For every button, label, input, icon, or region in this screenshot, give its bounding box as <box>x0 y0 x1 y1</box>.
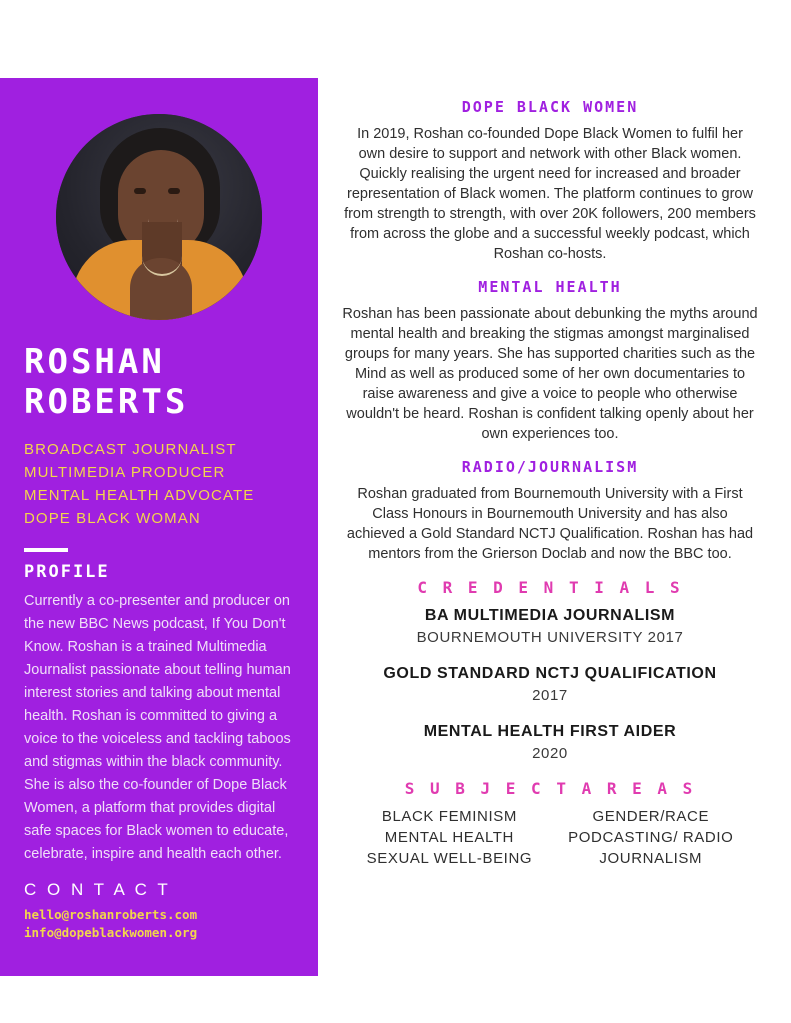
subject-item: BLACK FEMINISM <box>381 808 517 825</box>
section-body: In 2019, Roshan co-founded Dope Black Women to fulfil her own desire to support and network with other Black women. Quickly realising the urgent need for increased and broader representation of Black women. The platform continues to grow from strength to strength, with over 20K followers, 200 members from across the globe and a successful weekly podcast, which Roshan co-hosts. <box>344 126 756 262</box>
role-item: BROADCAST JOURNALIST <box>24 441 237 458</box>
person-name <box>24 342 294 422</box>
subject-column-right <box>568 806 733 869</box>
contact-email-primary[interactable]: hello@roshanroberts.com <box>24 907 198 922</box>
credential-item <box>342 663 758 707</box>
credential-title: MENTAL HEALTH FIRST AIDER <box>423 723 677 740</box>
section-heading: MENTAL HEALTH <box>478 278 622 296</box>
main-content <box>330 78 770 976</box>
section-radio-journalism <box>342 458 758 564</box>
section-heading: DOPE BLACK WOMEN <box>461 98 639 116</box>
avatar-eye-left <box>134 188 146 194</box>
credential-detail: 2017 <box>532 687 568 704</box>
credential-title: BA MULTIMEDIA JOURNALISM <box>424 607 676 624</box>
profile-heading: PROFILE <box>24 562 110 582</box>
subject-item: SEXUAL WELL-BEING <box>366 850 533 867</box>
role-item: MENTAL HEALTH ADVOCATE <box>24 487 255 504</box>
subject-item: MENTAL HEALTH <box>384 829 514 846</box>
person-name-last: ROBERTS <box>24 382 189 422</box>
credential-title: GOLD STANDARD NCTJ QUALIFICATION <box>383 665 717 682</box>
left-sidebar-panel <box>0 78 318 976</box>
role-list <box>24 438 294 530</box>
subject-item: PODCASTING/ RADIO <box>568 829 734 846</box>
credential-item <box>342 605 758 649</box>
section-body: Roshan has been passionate about debunking the myths around mental health and breaking the stigmas amongst marginalised groups for many years. She has supported charities such as the Mind as well as produced some of her own documentaries to raise awareness and give a voice to people who otherwise wouldn't be heard. Roshan is confident talking openly about her own experiences too. <box>342 306 758 442</box>
subject-areas-heading: S U B J E C T A R E A S <box>404 779 696 798</box>
contact-heading: C O N T A C T <box>24 880 171 899</box>
subject-item: JOURNALISM <box>599 850 703 867</box>
section-heading: RADIO/JOURNALISM <box>461 458 639 476</box>
credential-item <box>342 721 758 765</box>
role-item: DOPE BLACK WOMAN <box>24 510 201 527</box>
section-body: Roshan graduated from Bournemouth University with a First Class Honours in Bournemouth University and has also achieved a Gold Standard NCTJ Qualification. Roshan has had mentors from the Grierson Doclab and now the BBC too. <box>346 486 754 562</box>
contact-email-secondary[interactable]: info@dopeblackwomen.org <box>24 925 198 940</box>
section-mental-health <box>342 278 758 444</box>
subject-areas-list <box>342 806 758 869</box>
credential-detail: BOURNEMOUTH UNIVERSITY 2017 <box>416 629 684 646</box>
avatar <box>56 114 262 320</box>
person-name-first: ROSHAN <box>24 342 165 382</box>
credentials-heading: C R E D E N T I A L S <box>417 578 683 597</box>
subject-item: GENDER/RACE <box>592 808 710 825</box>
subject-column-left <box>367 806 533 869</box>
profile-text: Currently a co-presenter and producer on the new BBC News podcast, If You Don't Know. Roshan is a trained Multimedia Journalist passionate about telling human interest stories and talking about mental health. Roshan is committed to giving a voice to the voiceless and tackling taboos and stigmas within the black community. She is also the co-founder of Dope Black Women, a platform that provides digital safe spaces for Black women to educate, celebrate, inspire and health each other. <box>24 593 291 862</box>
credential-detail: 2020 <box>532 745 568 762</box>
avatar-eye-right <box>168 188 180 194</box>
section-dope-black-women <box>342 98 758 264</box>
divider-rule <box>24 548 68 552</box>
role-item: MULTIMEDIA PRODUCER <box>24 464 226 481</box>
